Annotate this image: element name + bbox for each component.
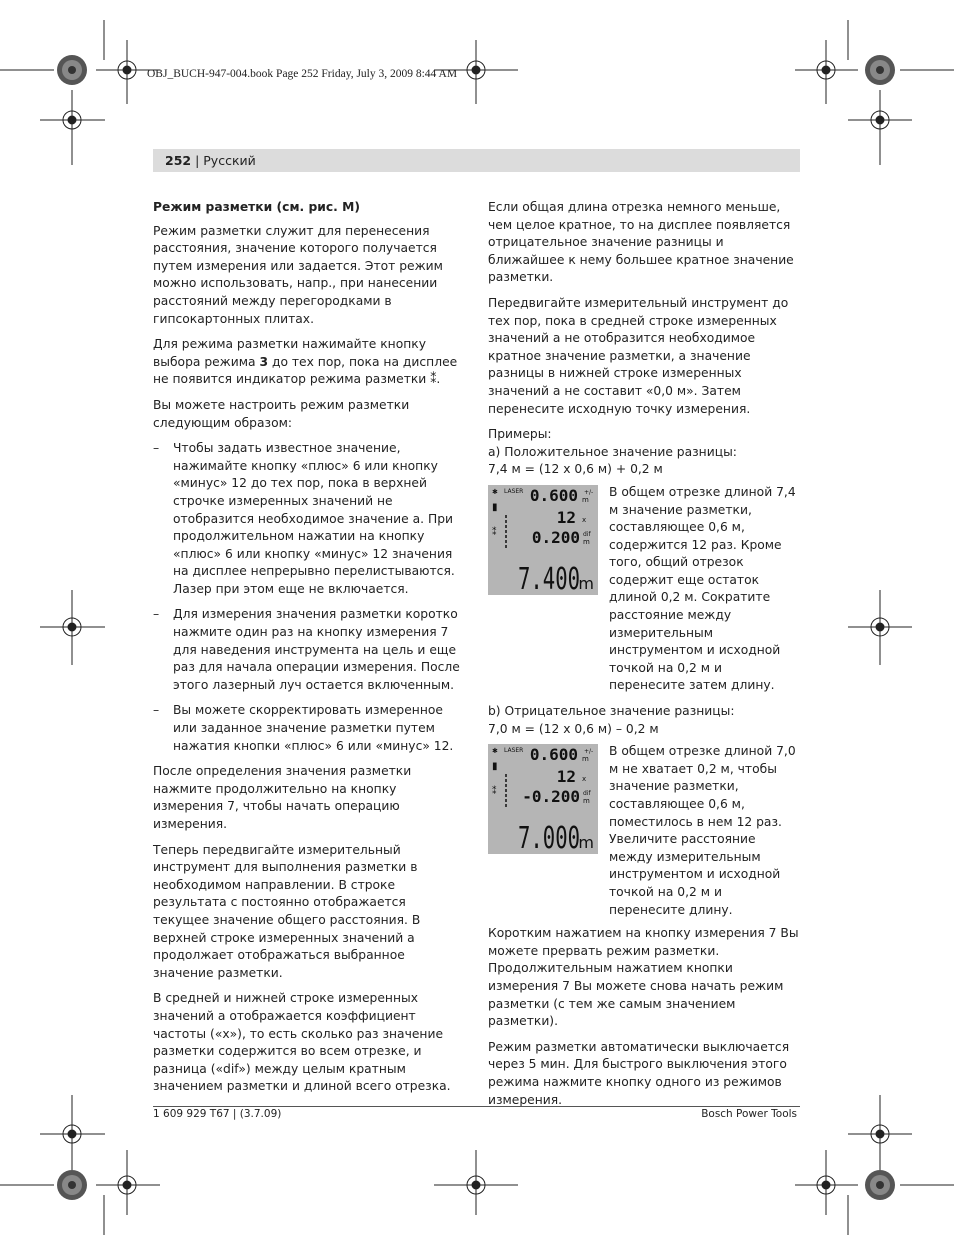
result-unit: m [578,833,594,853]
left-column [153,199,465,1104]
footer-rule [153,1106,800,1107]
device-icon: ▮ [492,501,498,513]
lcd-display-a [488,485,598,595]
list-item: – Вы можете скорректировать измеренное или заданное значение разметки путем нажатия кнопки «плюс» 6 или «минус» 12. [153,703,454,753]
result-value: 7.000 [518,821,580,855]
lcd-display-b [488,744,598,854]
example-a [488,485,800,695]
mid-value: 12 [556,507,576,527]
example-b-text: В общем отрезке длиной 7,0 м не хватает 0,2 м, чтобы значение разметки, составляющее 0,6 м, поместилось в нем 12 раз. Увеличите расстояние между измерительным инструментом и исходной точкой на 0,2 м и перенесите длину. [609,744,796,917]
result-value: 7.400 [518,561,580,595]
example-a-formula: 7,4 м = (12 x 0,6 м) + 0,2 м [488,462,663,477]
print-slug: OBJ_BUCH-947-004.book Page 252 Friday, July 3, 2009 8:44 AM [147,68,458,80]
top-value: 0.600 [529,745,578,765]
paragraph: После определения значения разметки нажмите продолжительно на кнопку измерения 7, чтобы начать операцию измерения. [153,764,412,831]
paragraph: В средней и нижней строке измеренных значений a отображается коэффициент частоты («x»), то есть сколько раз значение разметки содержится во всем отрезке, и разница («dif») между целым кратным значением разметки и длиной всего отрезка. [153,991,451,1094]
header-language: Русский [203,153,256,168]
paragraph: Для режима разметки нажимайте кнопку выбора режима 3 до тех пор, пока на дисплее не появится индикатор режима разметки ⁑. [153,337,458,387]
laser-icon: ✱ [492,487,498,496]
example-b-title: b) Отрицательное значение разницы: [488,704,735,719]
paragraph: Режим разметки служит для перенесения расстояния, значение которого получается путем измерения или задается. Этот режим можно использовать, напр., при нанесении расстояний между перегородками в гипсокартонных плитах. [153,223,443,326]
low-tag: dif [583,530,591,538]
page-number: 252 [165,153,192,168]
paragraph: Коротким нажатием на кнопку измерения 7 Вы можете прервать режим разметки. Продолжительным нажатием кнопки измерения 7 Вы можете снова начать режим разметки (с тем же самым значением разметки). [488,926,799,1029]
low-unit: m [583,537,590,546]
low-tag: dif [583,790,591,798]
paragraph: Если общая длина отрезка немного меньше, чем целое кратное, то на дисплее появляется отрицательное значение разницы и ближайшее к нему большее кратное значение разметки. [488,200,794,285]
layout-mode-icon: ⁑ [492,787,497,798]
mid-unit: x [582,515,587,524]
example-b [488,744,800,919]
laser-label: LASER [504,747,524,755]
paragraph: Режим разметки автоматически выключается через 5 мин. Для быстрого выключения этого режима нажмите кнопку одного из режимов измерения. [488,1039,790,1107]
top-sign: +/- [584,748,594,756]
list-item: – Для измерения значения разметки коротко нажмите один раз на кнопку измерения 7 для наведения инструмента на цель и еще раз для начала операции измерения. После этого лазерный луч остается включенным. [153,607,460,692]
list-item: – Чтобы задать известное значение, нажимайте кнопку «плюс» 6 или кнопку «минус» 12 до тех пор, пока в верхней строчке измеренных значений не отобразится необходимое значение a. При продолжительном нажатии на кнопку «плюс» 6 или кнопку «минус» 12 значения на дисплее непрерывно перелистываются. Лазер при этом еще не включается. [153,441,455,596]
example-a-title: a) Положительное значение разницы: [488,444,737,459]
footer-left: 1 609 929 T67 | (3.7.09) [153,1108,282,1120]
right-column [488,199,800,1117]
example-b-formula: 7,0 м = (12 x 0,6 м) – 0,2 м [488,721,659,736]
section-heading: Режим разметки (см. рис. M) [153,200,360,214]
mid-value: 12 [556,767,576,787]
laser-icon: ✱ [492,747,498,756]
result-unit: m [578,573,594,593]
paragraph: Передвигайте измерительный инструмент до тех пор, пока в средней строке измеренных значений a не отобразится необходимое кратное значение разметки, а значение разницы в нижней строке измеренных значений a не составит «0,0 м». Затем перенесите исходную точку измерения. [488,295,789,416]
top-sign: +/- [584,488,594,496]
laser-label: LASER [504,487,524,495]
layout-mode-icon: ⁑ [492,527,497,538]
footer-right: Bosch Power Tools [701,1108,797,1120]
paragraph: Вы можете настроить режим разметки следующим образом: [153,397,410,430]
top-unit: m [582,755,589,764]
top-unit: m [582,495,589,504]
low-unit: m [583,797,590,806]
examples-label: Примеры: [488,427,552,442]
header-separator: | [191,153,204,168]
paragraph: Теперь передвигайте измерительный инструмент для выполнения разметки в необходимом направлении. В строке результата c постоянно отображается текущее значение общего расстояния. В верхней строке измеренных значений a продолжает отображаться выбранное значение разметки. [153,842,421,980]
device-icon: ▮ [492,761,498,773]
layout-mode-icon: ⁑ [430,372,437,387]
mid-unit: x [582,775,587,784]
example-a-text: В общем отрезке длиной 7,4 м значение разметки, составляющее 0,6 м, содержится 12 раз. Кроме того, общий отрезок содержит еще остаток длиной 0,2 м. Сократите расстояние между измерительным инструментом и исходной точкой на 0,2 м и перенесите затем длину. [609,484,796,693]
top-value: 0.600 [529,485,578,505]
low-value: -0.200 [522,787,580,807]
page-header [165,153,256,168]
low-value: 0.200 [531,527,580,547]
